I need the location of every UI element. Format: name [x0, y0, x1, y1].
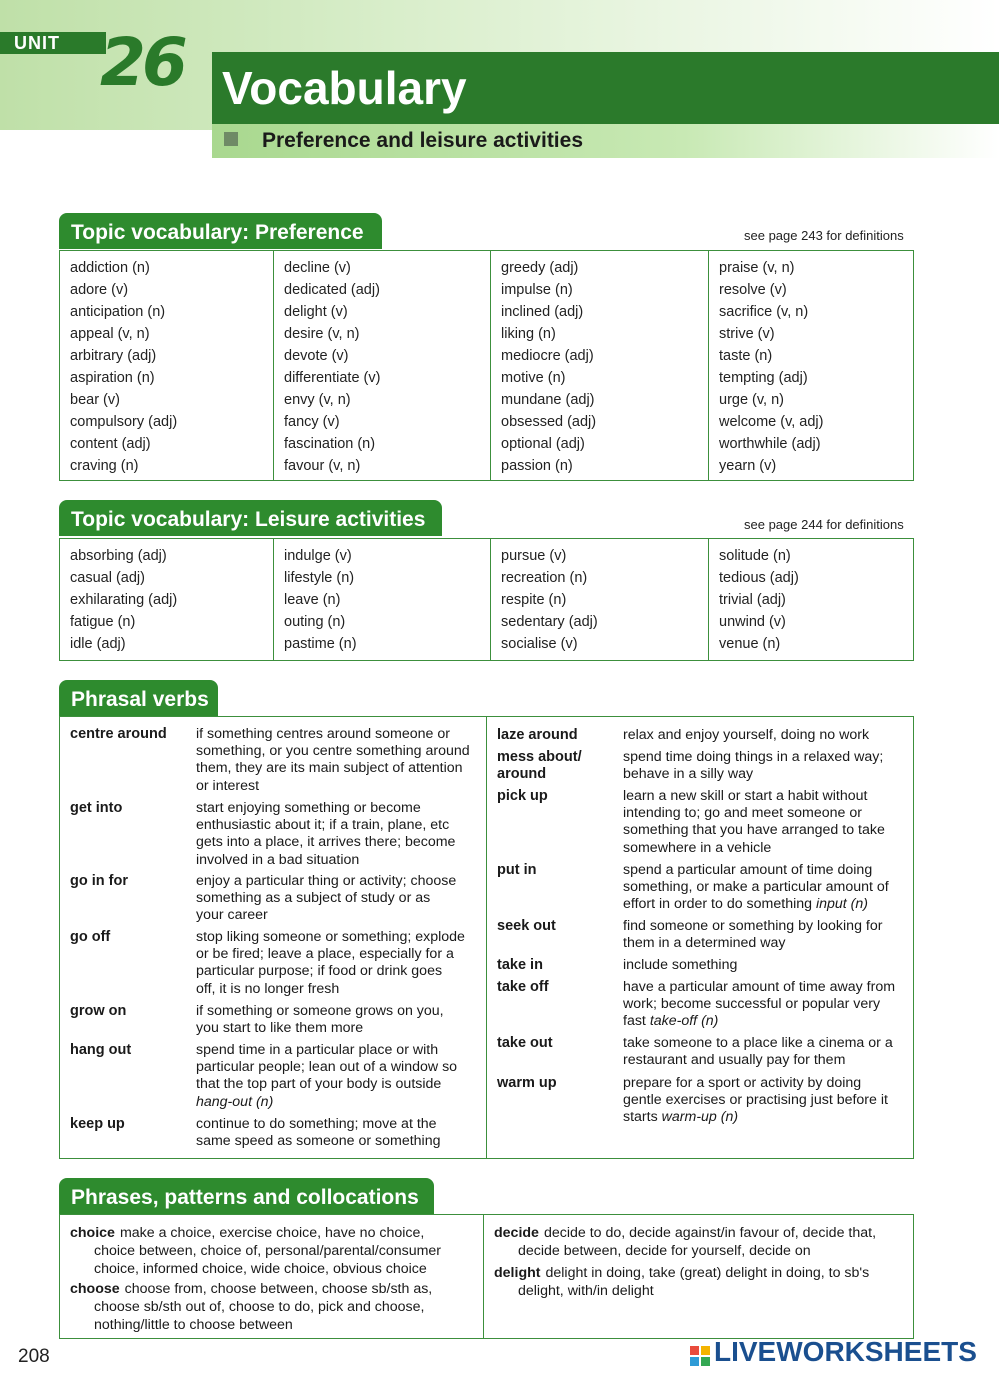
vocab-word: craving (n): [70, 458, 139, 474]
unit-label: UNIT: [0, 32, 106, 54]
vocab-word: anticipation (n): [70, 304, 166, 320]
square-bullet-icon: [224, 132, 238, 146]
phrasal-verb-term: go in for: [70, 873, 128, 889]
phrasal-verb-definition: stop liking someone or something; explode or be fired; leave a place, especially for a particular purpose; if food or drink goes off, it is no longer fresh: [196, 929, 465, 997]
phrasal-verb-term: take in: [497, 957, 543, 973]
vocab-word: devote (v): [284, 348, 349, 364]
vocab-word: appeal (v, n): [70, 326, 150, 342]
page-number: 208: [18, 1346, 50, 1367]
phrasal-verb-definition: spend time doing things in a relaxed way; behave in a silly way: [623, 749, 884, 783]
vocab-word: welcome (v, adj): [719, 414, 824, 430]
vocab-word: motive (n): [501, 370, 566, 386]
vocab-word: passion (n): [501, 458, 573, 474]
phrasal-verb-term: grow on: [70, 1003, 127, 1019]
vocab-word: respite (n): [501, 592, 567, 608]
phrasal-verb-term: put in: [497, 862, 537, 878]
phrases-heading: Phrases, patterns and collocations: [59, 1178, 434, 1214]
vocab-word: urge (v, n): [719, 392, 785, 408]
vocab-word: tempting (adj): [719, 370, 808, 386]
phrasal-verb-definition: if something or someone grows on you, you start to like them more: [196, 1003, 444, 1037]
vocab-word: favour (v, n): [284, 458, 361, 474]
collocation-entry: delight delight in doing, take (great) delight in doing, to sb's delight, with/in delight: [494, 1265, 870, 1299]
phrasal-verbs-box: [59, 716, 914, 1159]
phrasal-verb-term: laze around: [497, 727, 578, 743]
vocab-word: addiction (n): [70, 260, 150, 276]
preference-column: [60, 251, 273, 480]
vocab-word: mundane (adj): [501, 392, 595, 408]
vocab-word: casual (adj): [70, 570, 145, 586]
watermark-text: LIVEWORKSHEETS: [714, 1336, 977, 1367]
vocab-word: tedious (adj): [719, 570, 799, 586]
leisure-column: [708, 539, 913, 660]
vocab-word: envy (v, n): [284, 392, 351, 408]
phrasal-verb-definition: start enjoying something or become enthusiastic about it; if a train, plane, etc gets into a place, it arrives there; become involved in a bad situation: [196, 800, 456, 868]
phrasal-verb-definition: enjoy a particular thing or activity; choose something as a subject of study or as your career: [196, 873, 457, 924]
vocab-word: unwind (v): [719, 614, 786, 630]
phrasal-verb-definition: continue to do something; move at the same speed as someone or something: [196, 1116, 441, 1150]
vocab-word: fatigue (n): [70, 614, 136, 630]
vocab-word: sacrifice (v, n): [719, 304, 809, 320]
vocab-word: mediocre (adj): [501, 348, 594, 364]
vocab-word: leave (n): [284, 592, 341, 608]
phrasal-verb-term: seek out: [497, 918, 556, 934]
vocab-word: bear (v): [70, 392, 120, 408]
phrasal-verb-term: mess about/ around: [497, 749, 582, 783]
vocab-word: aspiration (n): [70, 370, 155, 386]
vocab-word: inclined (adj): [501, 304, 584, 320]
phrasal-verb-term: get into: [70, 800, 123, 816]
vocab-word: impulse (n): [501, 282, 573, 298]
vocab-word: dedicated (adj): [284, 282, 380, 298]
vocab-word: outing (n): [284, 614, 346, 630]
vocab-word: obsessed (adj): [501, 414, 597, 430]
phrasal-verb-definition: find someone or something by looking for them in a determined way: [623, 918, 883, 952]
vocab-word: praise (v, n): [719, 260, 795, 276]
vocab-word: desire (v, n): [284, 326, 360, 342]
vocab-word: lifestyle (n): [284, 570, 355, 586]
liveworksheets-logo-icon: [690, 1341, 710, 1361]
phrasal-verb-definition: spend time in a particular place or with particular people; lean out of a window so that the top part of your body is outside hang-out (n): [196, 1042, 458, 1110]
vocab-word: resolve (v): [719, 282, 787, 298]
vocab-word: fancy (v): [284, 414, 340, 430]
vocab-word: decline (v): [284, 260, 351, 276]
phrasal-verb-term: hang out: [70, 1042, 132, 1058]
vocab-word: solitude (n): [719, 548, 791, 564]
vocab-word: arbitrary (adj): [70, 348, 157, 364]
phrasal-verb-term: keep up: [70, 1116, 125, 1132]
vocab-word: yearn (v): [719, 458, 777, 474]
phrasal-verb-definition: take someone to a place like a cinema or a restaurant and usually pay for them: [623, 1035, 893, 1069]
phrasal-verb-definition: include something: [623, 957, 738, 973]
phrasal-verbs-heading: Phrasal verbs: [59, 680, 218, 716]
vocab-word: sedentary (adj): [501, 614, 598, 630]
phrasal-verb-term: pick up: [497, 788, 548, 804]
phrasal-verb-definition: relax and enjoy yourself, doing no work: [623, 727, 870, 743]
vocab-word: greedy (adj): [501, 260, 579, 276]
preference-heading: Topic vocabulary: Preference: [59, 213, 382, 249]
collocation-entry: choose choose from, choose between, choose sb/sth as, choose sb/sth out of, choose to do, pick and choose, nothing/little to choose between: [70, 1281, 433, 1333]
phrasal-verb-term: take off: [497, 979, 549, 995]
vocab-word: delight (v): [284, 304, 348, 320]
vocab-word: pursue (v): [501, 548, 567, 564]
phrases-right-column: [483, 1215, 913, 1338]
phrasal-verb-definition: spend a particular amount of time doing something, or make a particular amount of effort in order to do something input (n): [623, 862, 889, 913]
vocab-word: liking (n): [501, 326, 556, 342]
vocab-word: trivial (adj): [719, 592, 786, 608]
vocab-word: differentiate (v): [284, 370, 381, 386]
collocation-entry: choice make a choice, exercise choice, have no choice, choice between, choice of, personal/parental/consumer choice, informed choice, wide choice, obvious choice: [70, 1225, 442, 1277]
vocab-word: strive (v): [719, 326, 775, 342]
vocab-word: idle (adj): [70, 636, 126, 652]
vocab-word: adore (v): [70, 282, 129, 298]
phrases-left-column: [60, 1215, 483, 1338]
phrasal-verb-definition: learn a new skill or start a habit without intending to; go and meet someone or something that you have arranged to take somewhere in a vehicle: [623, 788, 885, 856]
preference-column: [490, 251, 708, 480]
phrasal-verb-term: go off: [70, 929, 111, 945]
page-subtitle: Preference and leisure activities: [262, 129, 583, 152]
vocab-word: worthwhile (adj): [719, 436, 821, 452]
leisure-word-box: [59, 538, 914, 661]
preference-see-page: see page 243 for definitions: [744, 228, 904, 243]
vocab-word: pastime (n): [284, 636, 357, 652]
phrasal-verb-definition: prepare for a sport or activity by doing gentle exercises or practising just before it starts warm-up (n): [623, 1075, 888, 1126]
vocab-word: fascination (n): [284, 436, 376, 452]
preference-word-box: [59, 250, 914, 481]
vocab-word: optional (adj): [501, 436, 585, 452]
leisure-see-page: see page 244 for definitions: [744, 517, 904, 532]
collocation-entry: decide decide to do, decide against/in favour of, decide that, decide between, decide for yourself, decide on: [494, 1225, 877, 1259]
vocab-word: content (adj): [70, 436, 151, 452]
vocab-word: compulsory (adj): [70, 414, 178, 430]
leisure-column: [273, 539, 490, 660]
phrasal-verb-definition: have a particular amount of time away from work; become successful or popular very fast take-off (n): [623, 979, 896, 1030]
preference-column: [708, 251, 913, 480]
phrasal-verb-term: centre around: [70, 726, 167, 742]
liveworksheets-watermark: [690, 1336, 977, 1368]
phrasal-verbs-right-column: [486, 717, 913, 1158]
vocab-word: recreation (n): [501, 570, 588, 586]
preference-column: [273, 251, 490, 480]
leisure-heading: Topic vocabulary: Leisure activities: [59, 500, 442, 536]
phrasal-verb-term: warm up: [497, 1075, 557, 1091]
unit-number: 26: [100, 24, 184, 101]
phrasal-verb-definition: if something centres around someone or something, or you centre something around them, they are its main subject of attention or interest: [196, 726, 470, 794]
vocab-word: venue (n): [719, 636, 781, 652]
leisure-column: [60, 539, 273, 660]
page-title: Vocabulary: [222, 62, 467, 114]
vocab-word: exhilarating (adj): [70, 592, 178, 608]
phrasal-verbs-left-column: [60, 717, 486, 1158]
vocab-word: indulge (v): [284, 548, 352, 564]
vocab-word: socialise (v): [501, 636, 578, 652]
vocab-word: taste (n): [719, 348, 773, 364]
phrasal-verb-term: take out: [497, 1035, 553, 1051]
vocab-word: absorbing (adj): [70, 548, 167, 564]
leisure-column: [490, 539, 708, 660]
phrases-box: [59, 1214, 914, 1339]
